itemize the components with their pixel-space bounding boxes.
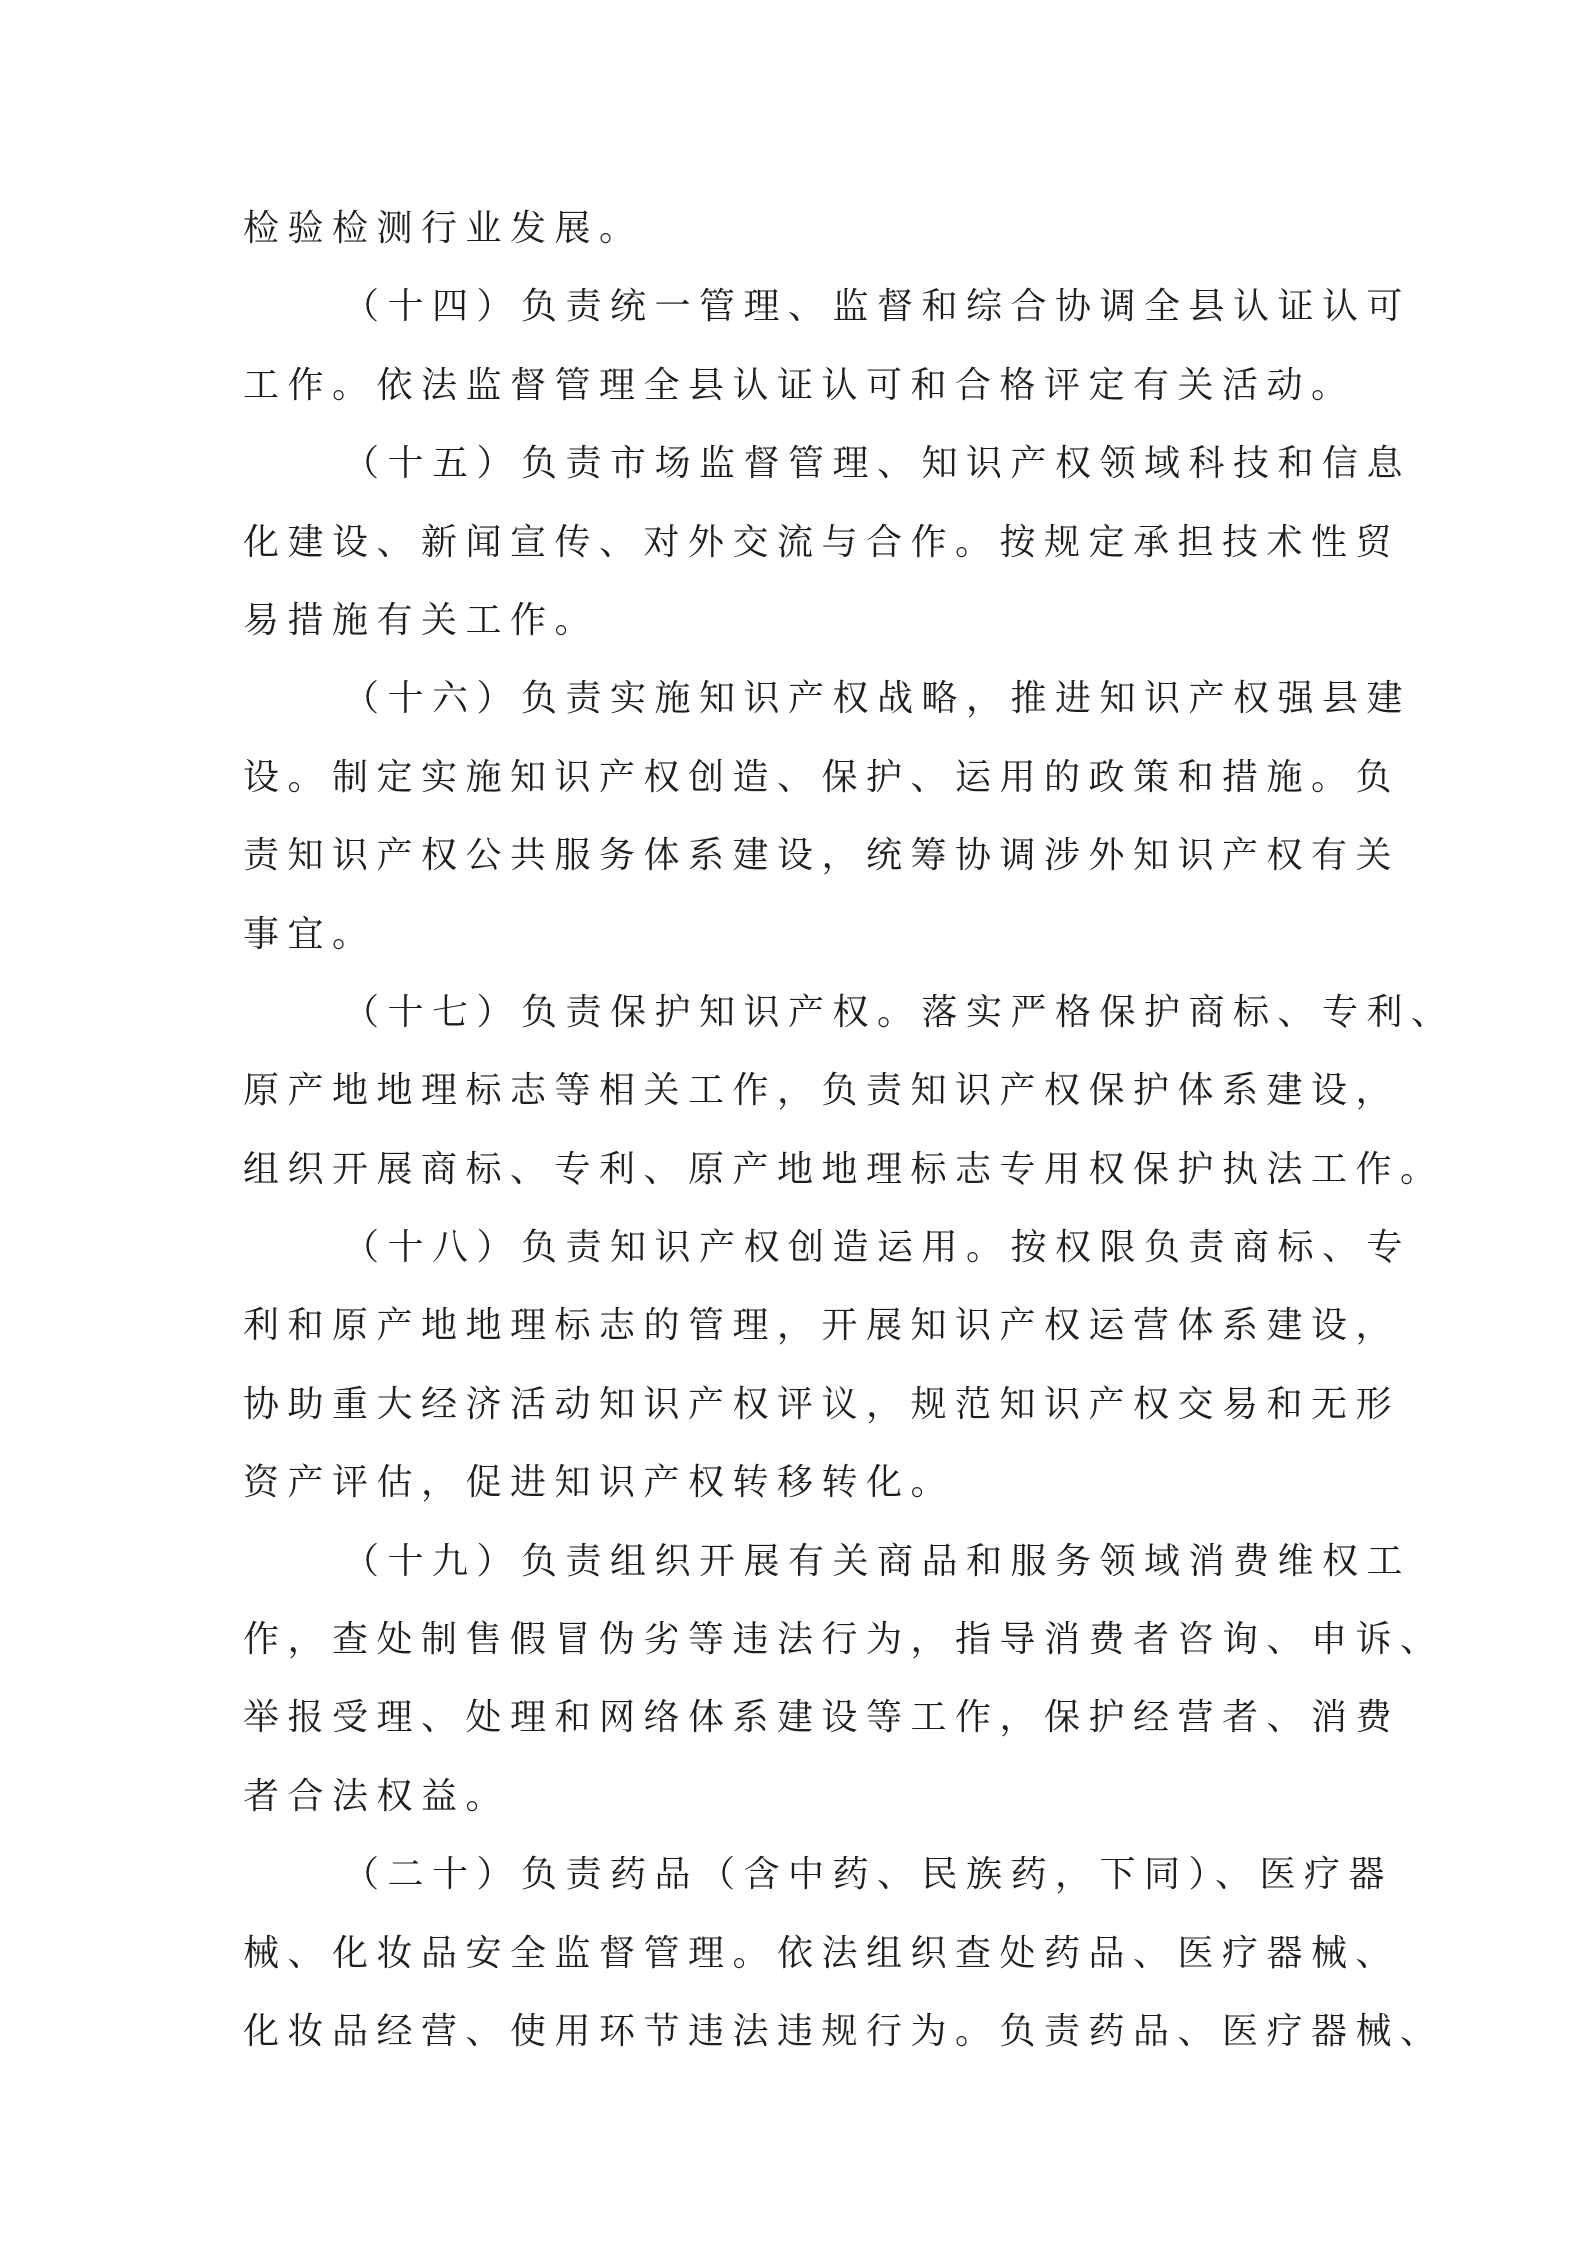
text-line: 协助重大经济活动知识产权评议，规范知识产权交易和无形: [243, 1383, 1401, 1425]
text-line: 事宜。: [243, 913, 377, 955]
text-line: 举报受理、处理和网络体系建设等工作，保护经营者、消费: [243, 1697, 1401, 1739]
paragraph-15-line: （十五）负责市场监督管理、知识产权领域科技和信息: [343, 443, 1412, 485]
text-line: 资产评估，促进知识产权转移转化。: [243, 1462, 956, 1504]
paragraph-14-line: （十四）负责统一管理、监督和综合协调全县认证认可: [343, 286, 1412, 328]
text-line: 组织开展商标、专利、原产地地理标志专用权保护执法工作。: [243, 1148, 1445, 1190]
paragraph-19-line: （十九）负责组织开展有关商品和服务领域消费维权工: [343, 1540, 1412, 1582]
paragraph-20-line: （二十）负责药品（含中药、民族药，下同）、医疗器: [343, 1854, 1394, 1896]
text-line: 者合法权益。: [243, 1775, 511, 1817]
document-body: [243, 190, 1456, 2071]
text-line: 原产地地理标志等相关工作，负责知识产权保护体系建设，: [243, 1070, 1401, 1112]
text-line: 械、化妆品安全监督管理。依法组织查处药品、医疗器械、: [243, 1932, 1401, 1974]
text-line: 工作。依法监督管理全县认证认可和合格评定有关活动。: [243, 364, 1356, 406]
text-line: 化妆品经营、使用环节违法违规行为。负责药品、医疗器械、: [243, 2010, 1445, 2052]
paragraph-16-line: （十六）负责实施知识产权战略，推进知识产权强县建: [343, 678, 1412, 720]
text-line: 化建设、新闻宣传、对外交流与合作。按规定承担技术性贸: [243, 521, 1401, 563]
text-line: 设。制定实施知识产权创造、保护、运用的政策和措施。负: [243, 756, 1401, 798]
text-line: 检验检测行业发展。: [243, 208, 644, 249]
paragraph-18-line: （十八）负责知识产权创造运用。按权限负责商标、专: [343, 1227, 1412, 1269]
paragraph-17-line: （十七）负责保护知识产权。落实严格保护商标、专利、: [343, 991, 1456, 1033]
text-line: 利和原产地地理标志的管理，开展知识产权运营体系建设，: [243, 1305, 1401, 1347]
text-line: 作，查处制售假冒伪劣等违法行为，指导消费者咨询、申诉、: [243, 1619, 1445, 1661]
text-line: 易措施有关工作。: [243, 599, 600, 641]
text-line: 责知识产权公共服务体系建设，统筹协调涉外知识产权有关: [243, 835, 1401, 877]
